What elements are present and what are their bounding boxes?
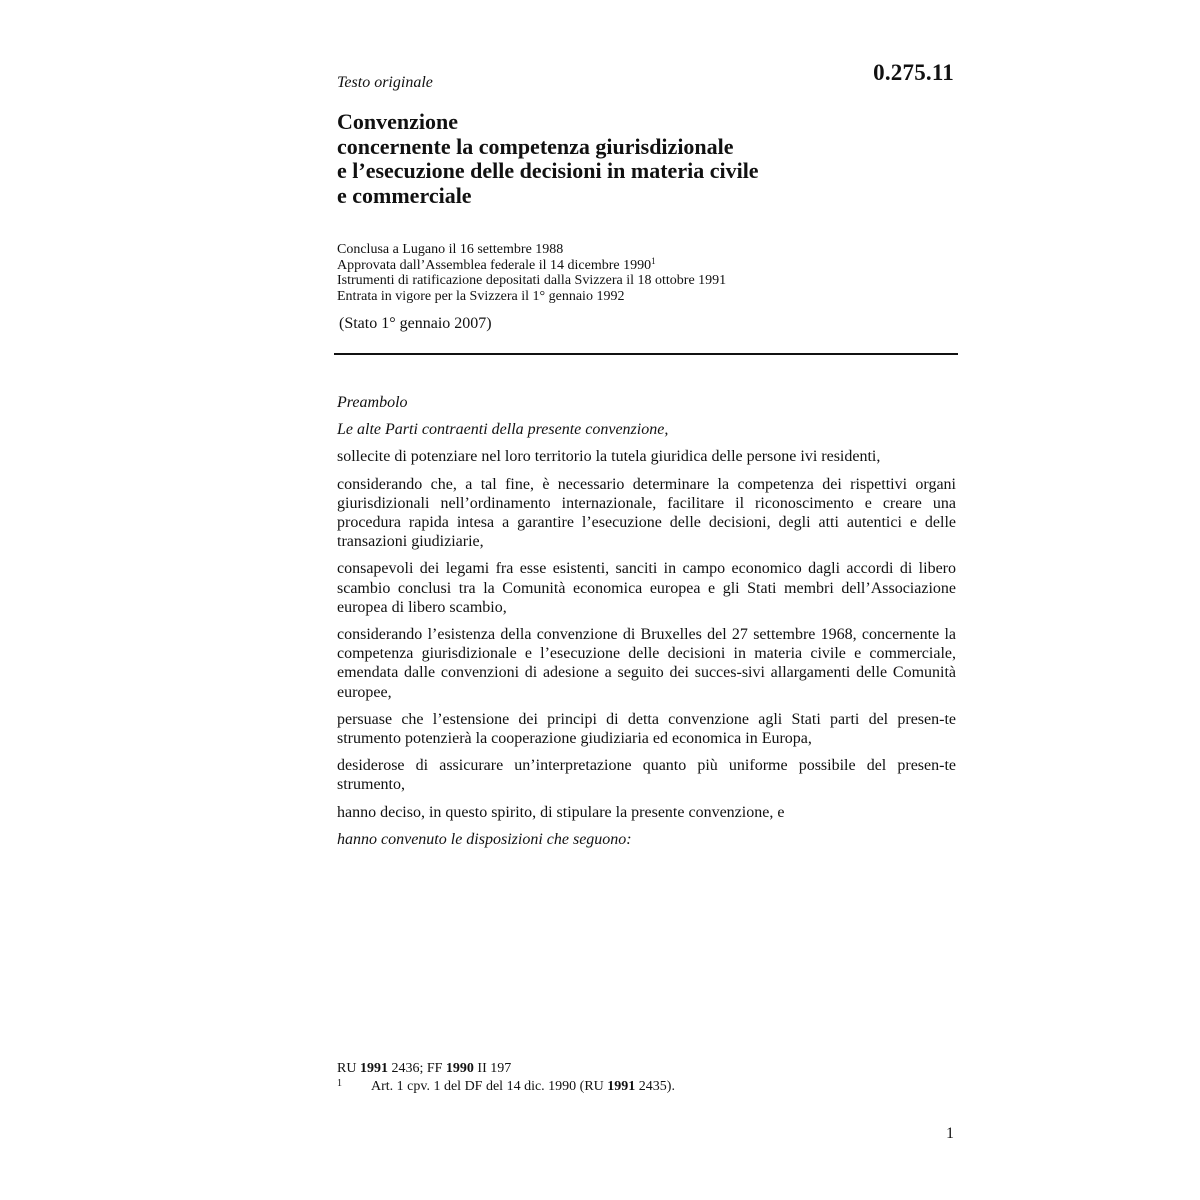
preamble-paragraph: considerando che, a tal fine, è necessario determinare la competenza dei rispettivi organi giurisdizionali nell’ordinamento internazionale, facilitare il riconoscimento e creare una procedura rapida intesa a garantire l’esecuzione delle decisioni, degli atti autentici e delle transazioni giudiziarie, <box>337 475 956 551</box>
header-divider <box>334 353 958 355</box>
footnote-text-b: 2435). <box>635 1079 675 1094</box>
meta-concluded: Conclusa a Lugano il 16 settembre 1988 <box>337 242 564 257</box>
preamble-paragraph: desiderose di assicurare un’interpretazione quanto più uniforme possibile del presen-te strumento, <box>337 757 956 794</box>
footnote-year: 1991 <box>607 1079 636 1094</box>
meta-approved-line <box>337 255 957 274</box>
source-reference <box>337 1060 957 1078</box>
preamble-heading: Preambolo <box>337 394 408 411</box>
preamble-paragraph: sollecite di potenziare nel loro territorio la tutela giuridica delle persone ivi residenti, <box>337 448 881 466</box>
meta-in-force: Entrata in vigore per la Svizzera il 1° gennaio 1992 <box>337 288 625 304</box>
footnote-1 <box>337 1078 957 1096</box>
preamble-paragraph: persuase che l’estensione dei principi di detta convenzione agli Stati parti del presen-te strumento potenzierà la cooperazione giudiziaria ed economica in Europa, <box>337 710 956 748</box>
meta-approved: Approvata dall’Assemblea federale il 14 dicembre 1990 <box>337 257 652 273</box>
document-number: 0.275.11 <box>873 60 954 85</box>
footnote-text <box>371 1078 675 1096</box>
document-metadata <box>337 242 957 304</box>
ref-ru-label: RU <box>337 1061 360 1076</box>
footnote-text-a: Art. 1 cpv. 1 del DF del 14 dic. 1990 (RU <box>371 1079 608 1094</box>
document-title <box>337 110 937 208</box>
title-line: e commerciale <box>337 182 472 208</box>
status-label: Testo originale <box>337 74 433 91</box>
footnotes <box>337 1060 957 1096</box>
ref-ff-year: 1990 <box>445 1061 474 1076</box>
state-date: (Stato 1° gennaio 2007) <box>339 315 492 332</box>
preamble-intro: Le alte Parti contraenti della presente convenzione, <box>337 421 669 439</box>
preamble-paragraph: consapevoli dei legami fra esse esistenti, sanciti in campo economico dagli accordi di libero scambio conclusi tra la Comunità economica europea e gli Stati membri dell’Associazione europea di libero scambio, <box>337 560 956 616</box>
preamble <box>337 393 956 857</box>
ref-ff-page: II 197 <box>473 1061 512 1076</box>
title-line: Convenzione <box>337 109 458 134</box>
footnote-number: 1 <box>337 1078 342 1089</box>
footnote-ref-1[interactable]: 1 <box>651 255 656 266</box>
title-line: concernente la competenza giurisdizionale <box>337 133 734 159</box>
ref-ru-year: 1991 <box>359 1061 388 1076</box>
ref-ru-page: 2436; FF <box>387 1061 446 1076</box>
preamble-paragraph: considerando l’esistenza della convenzione di Bruxelles del 27 settembre 1968, concernente la competenza giurisdizionale e l’esecuzione delle decisioni in materia civile e commerciale, emendata dalle convenzioni di adesione a seguito dei succes-sivi allargamenti delle Comunità europee, <box>337 626 956 701</box>
preamble-paragraph: hanno deciso, in questo spirito, di stipulare la presente convenzione, e <box>337 803 785 821</box>
page-number: 1 <box>946 1125 954 1142</box>
title-line: e l’esecuzione delle decisioni in materia civile <box>337 158 759 183</box>
meta-ratification: Istrumenti di ratificazione depositati dalla Svizzera il 18 ottobre 1991 <box>337 273 727 289</box>
preamble-closing: hanno convenuto le disposizioni che seguono: <box>337 830 632 848</box>
